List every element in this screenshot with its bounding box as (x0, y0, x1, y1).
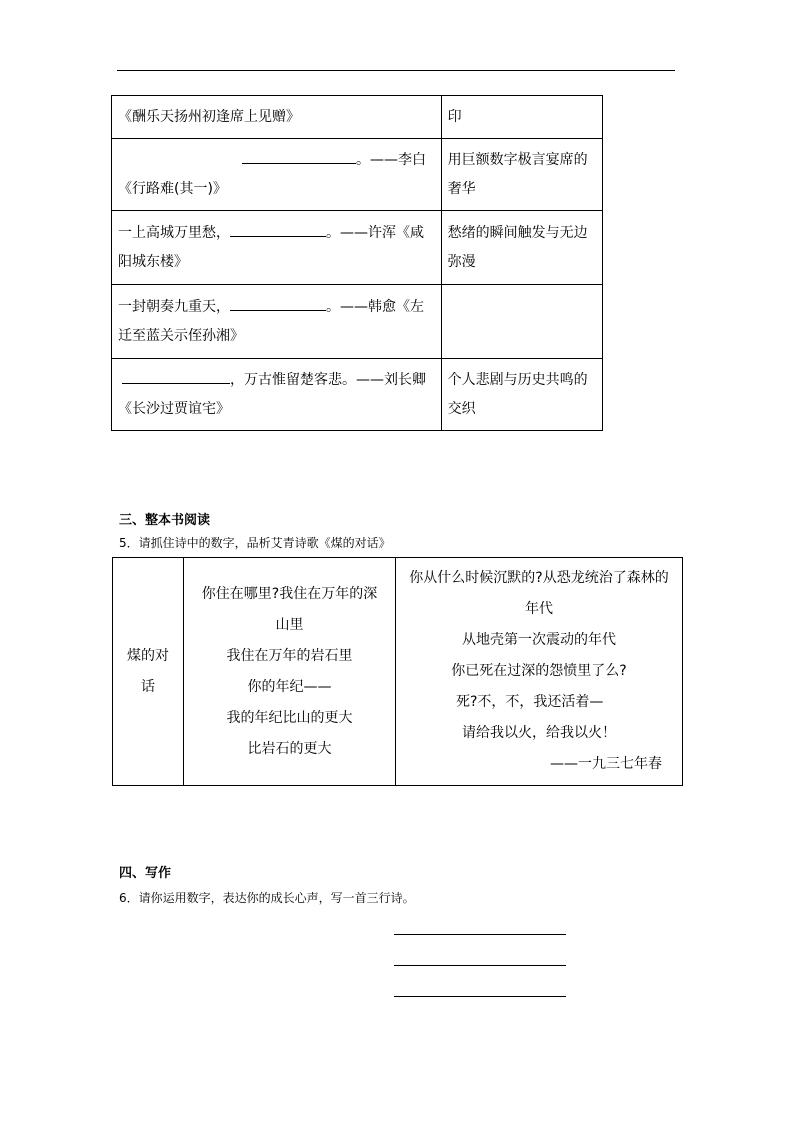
answer-line[interactable] (394, 934, 566, 935)
table-cell: 你住在哪里?我住在万年的深山里 我住在万年的岩石里 你的年纪—— 我的年纪比山的更大 比岩石的更大 (184, 558, 396, 786)
table-cell: ，万古惟留楚客悲。——刘长卿《长沙过贾谊宅》 (112, 359, 442, 431)
table-row (112, 96, 603, 139)
table-cell: 个人悲剧与历史共鸣的交织 (441, 359, 602, 431)
fill-blank[interactable] (122, 366, 230, 384)
question-text: 5．请抓住诗中的数字，品析艾青诗歌《煤的对话》 (119, 536, 391, 550)
answer-line[interactable] (394, 996, 566, 997)
table-cell: 用巨额数字极言宴席的奢华 (441, 139, 602, 211)
table-cell: 愁绪的瞬间触发与无边弥漫 (441, 211, 602, 285)
table-cell: 你从什么时候沉默的?从恐龙统治了森林的年代 从地壳第一次震动的年代 你已死在过深的怨愤里了么? 死?不，不，我还活着— 请给我以火，给我以火！ ——一九三七年春 (396, 558, 683, 786)
table-row (112, 285, 603, 359)
table-cell: 《酬乐天扬州初逢席上见赠》 (112, 96, 442, 139)
table-row (112, 211, 603, 285)
table-cell: 印 (441, 96, 602, 139)
table-row (112, 139, 603, 211)
header-rule (117, 70, 675, 71)
poem-table (111, 95, 603, 431)
answer-line[interactable] (394, 965, 566, 966)
fill-blank[interactable] (230, 293, 326, 311)
section-title: 三、整本书阅读 (119, 513, 211, 528)
table-cell: 煤的对话 (113, 558, 184, 786)
coal-dialogue-table (112, 557, 683, 786)
table-cell: 一封朝奏九重天， 。——韩愈《左迁至蓝关示侄孙湘》 (112, 285, 442, 359)
fill-blank[interactable] (242, 146, 356, 164)
question-text: 6．请你运用数字，表达你的成长心声，写一首三行诗。 (119, 891, 415, 905)
table-cell: 一上高城万里愁， 。——许浑《咸阳城东楼》 (112, 211, 442, 285)
table-row (113, 558, 683, 786)
table-row (112, 359, 603, 431)
fill-blank[interactable] (230, 219, 326, 237)
table-cell: 。——李白 《行路难(其一)》 (112, 139, 442, 211)
section-title: 四、写作 (119, 866, 172, 881)
table-cell (441, 285, 602, 359)
